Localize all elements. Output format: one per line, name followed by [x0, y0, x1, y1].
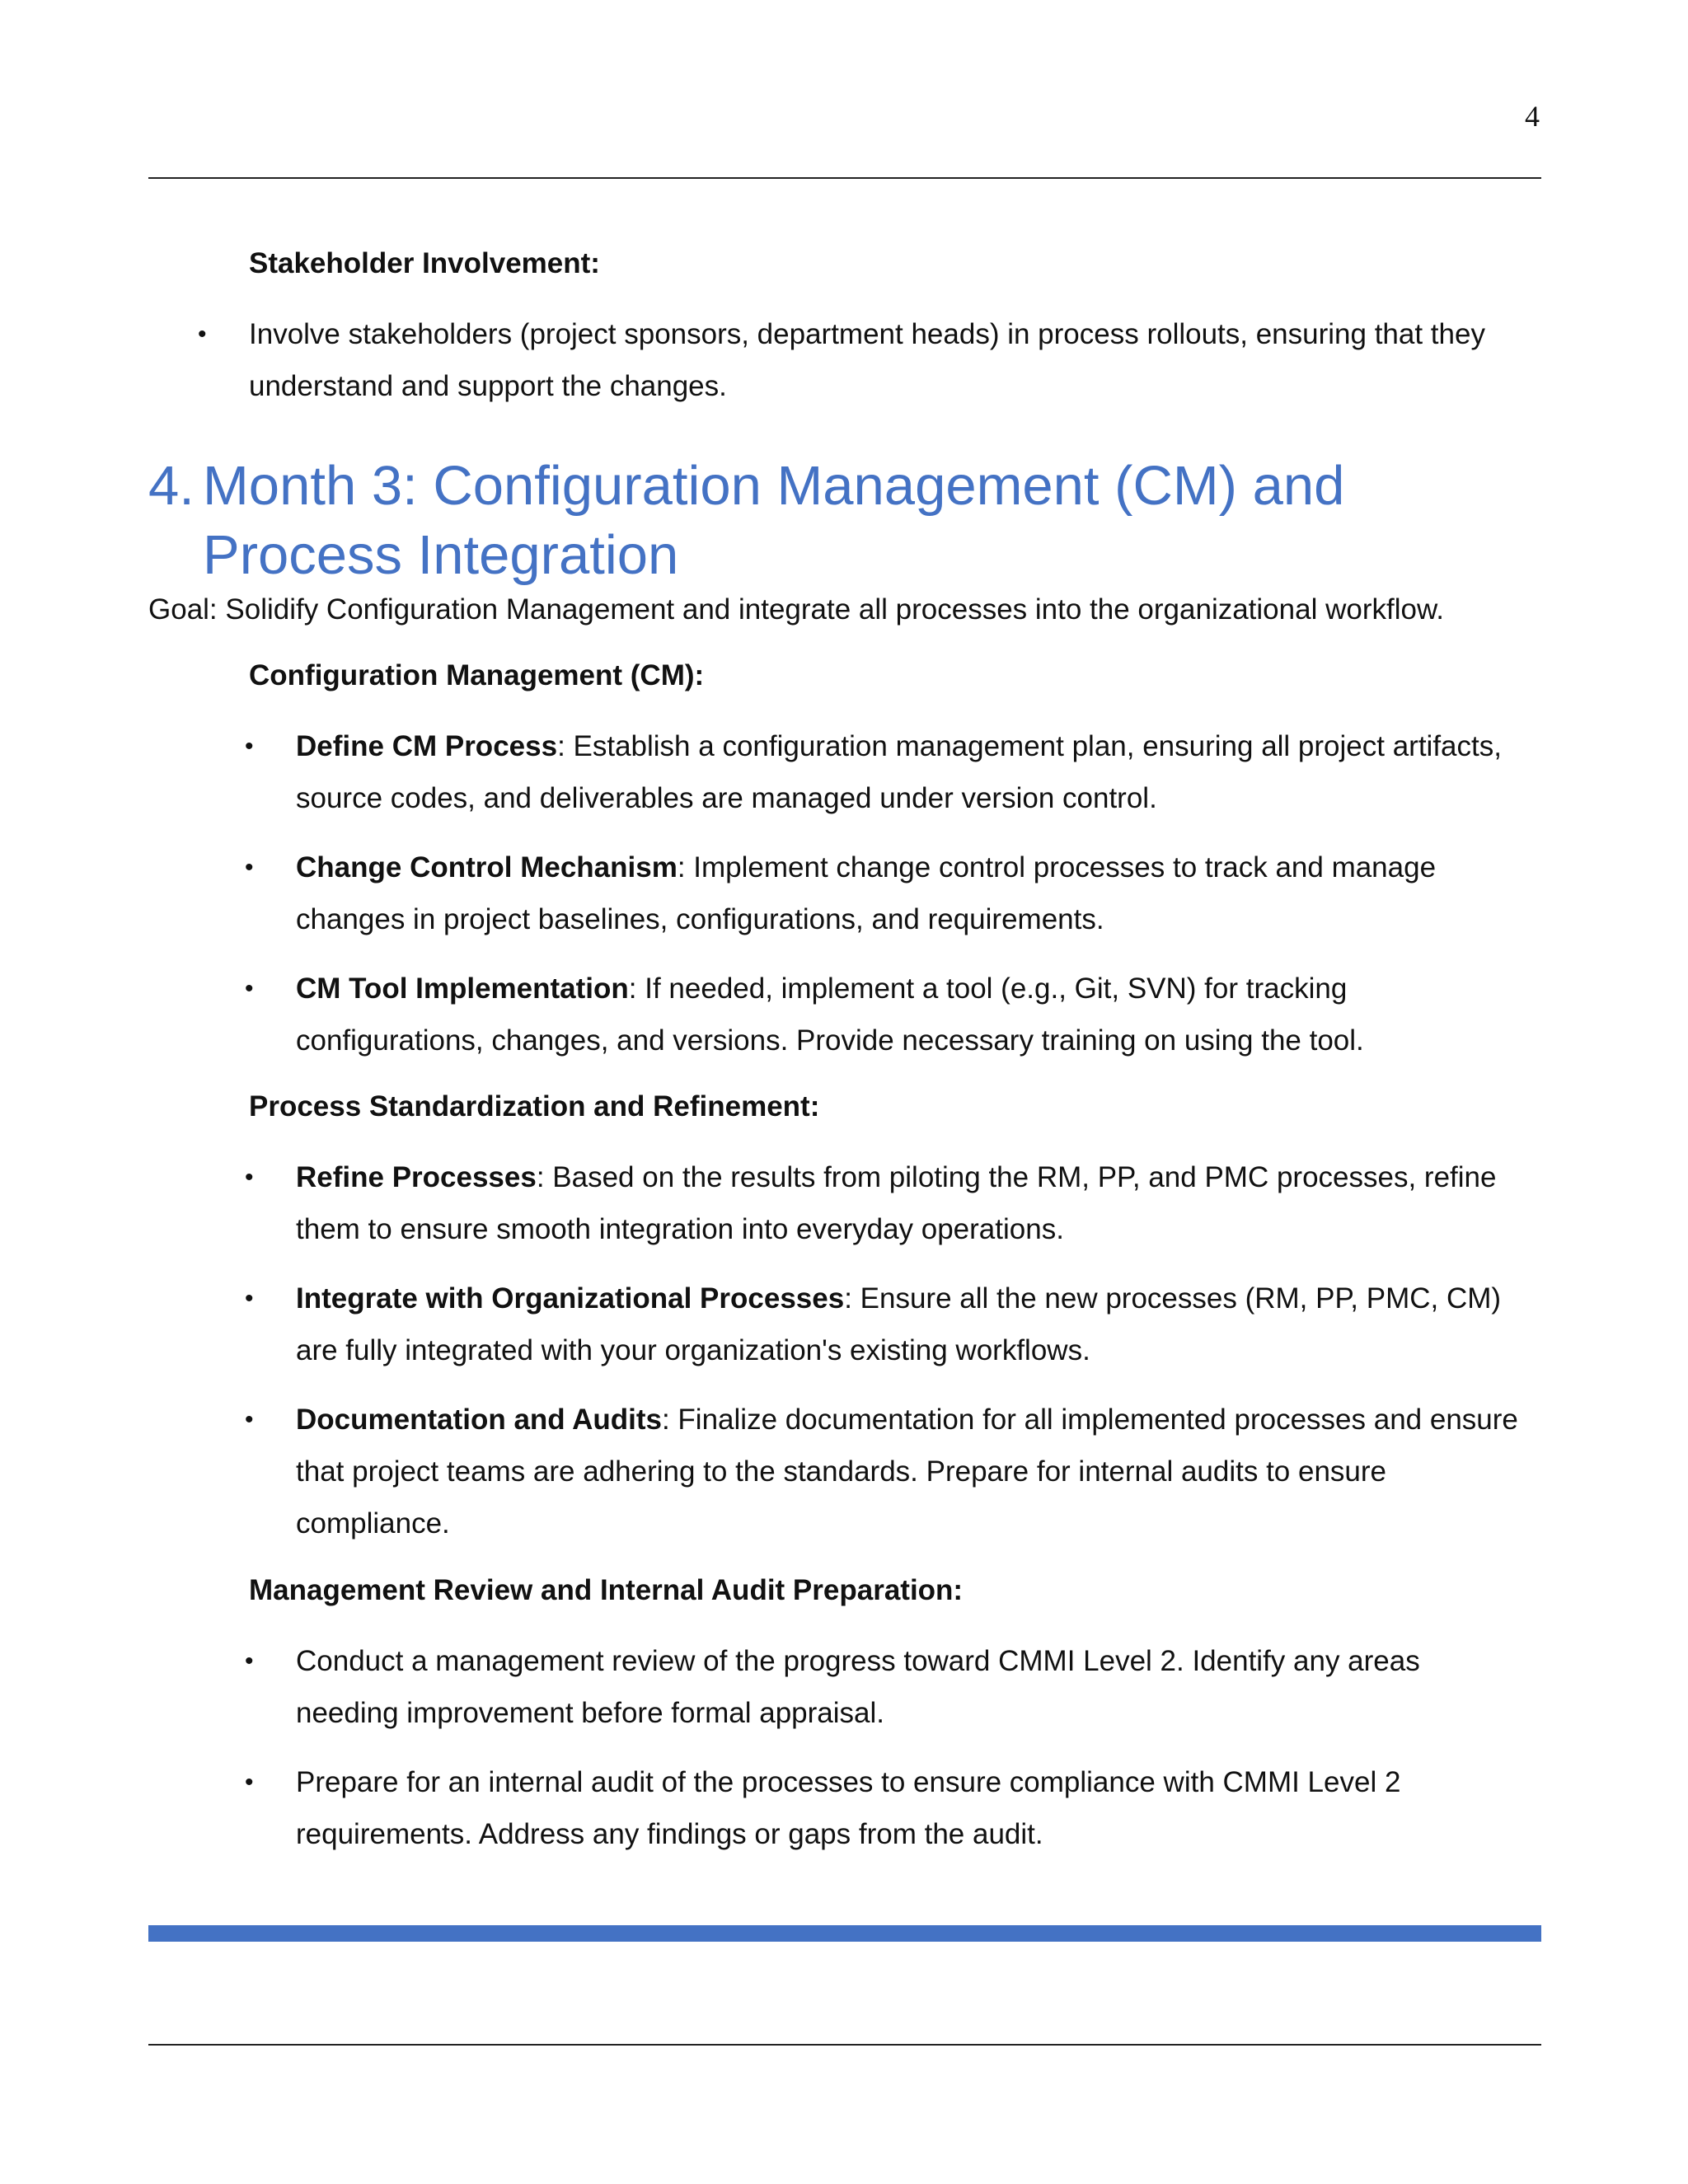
review-heading: Management Review and Internal Audit Preparation:	[249, 1574, 964, 1606]
list-item	[245, 841, 1531, 945]
list-item	[245, 1756, 1531, 1860]
bullet-icon: •	[245, 733, 254, 760]
bullet-text: : If needed, implement a tool (e.g., Git, SVN) for tracking configurations, changes, and versions. Provide necessary training on using the tool.	[296, 972, 1364, 1057]
bullet-title: CM Tool Implementation	[296, 972, 629, 1005]
section-title: Month 3: Configuration Management (CM) and Process Integration	[203, 455, 1345, 586]
bullet-icon: •	[198, 321, 207, 348]
bullet-icon: •	[245, 1164, 254, 1191]
bullet-icon: •	[245, 1406, 254, 1433]
bullet-icon: •	[245, 854, 254, 881]
bullet-icon: •	[245, 1647, 254, 1675]
list-item	[245, 1151, 1531, 1255]
cm-heading: Configuration Management (CM):	[249, 659, 705, 691]
list-item	[245, 963, 1531, 1066]
list-item	[245, 720, 1531, 824]
bullet-text: : Finalize documentation for all implemented processes and ensure that project teams are adhering to the standards. Prepare for internal audits to ensure compliance.	[296, 1404, 1518, 1540]
bullet-icon: •	[245, 1769, 254, 1796]
standardization-heading: Process Standardization and Refinement:	[249, 1090, 820, 1122]
section-number: 4.	[148, 455, 195, 517]
bullet-title: Change Control Mechanism	[296, 851, 678, 883]
bullet-text: Conduct a management review of the progress toward CMMI Level 2. Identify any areas needing improvement before formal appraisal.	[296, 1645, 1420, 1729]
page-number: 4	[1525, 100, 1540, 133]
list-item	[198, 308, 1533, 412]
footer-rule	[148, 2044, 1541, 2046]
bullet-icon: •	[245, 1285, 254, 1312]
header-rule	[148, 177, 1541, 179]
bullet-text: : Ensure all the new processes (RM, PP, PMC, CM) are fully integrated with your organization's existing workflows.	[296, 1282, 1502, 1366]
stakeholder-heading: Stakeholder Involvement:	[249, 247, 600, 279]
bullet-text: Involve stakeholders (project sponsors, department heads) in process rollouts, ensuring that they understand and support the changes.	[249, 318, 1485, 402]
bullet-icon: •	[245, 975, 254, 1002]
bullet-title: Integrate with Organizational Processes	[296, 1282, 845, 1315]
section-goal: Goal: Solidify Configuration Management and integrate all processes into the organizational workflow.	[148, 593, 1445, 626]
bullet-text: Prepare for an internal audit of the processes to ensure compliance with CMMI Level 2 requirements. Address any findings or gaps from the audit.	[296, 1766, 1401, 1850]
bullet-text: : Implement change control processes to track and manage changes in project baselines, configurations, and requirements.	[296, 851, 1437, 935]
bullet-text: : Based on the results from piloting the RM, PP, and PMC processes, refine them to ensure smooth integration into everyday operations.	[296, 1161, 1497, 1245]
bullet-title: Refine Processes	[296, 1161, 537, 1193]
bullet-title: Define CM Process	[296, 730, 558, 762]
accent-bar	[148, 1925, 1541, 1942]
list-item	[245, 1394, 1531, 1549]
bullet-title: Documentation and Audits	[296, 1404, 662, 1436]
bullet-text: : Establish a configuration management plan, ensuring all project artifacts, source codes, and deliverables are managed under version control.	[296, 730, 1502, 814]
list-item	[245, 1272, 1531, 1376]
list-item	[245, 1635, 1531, 1739]
